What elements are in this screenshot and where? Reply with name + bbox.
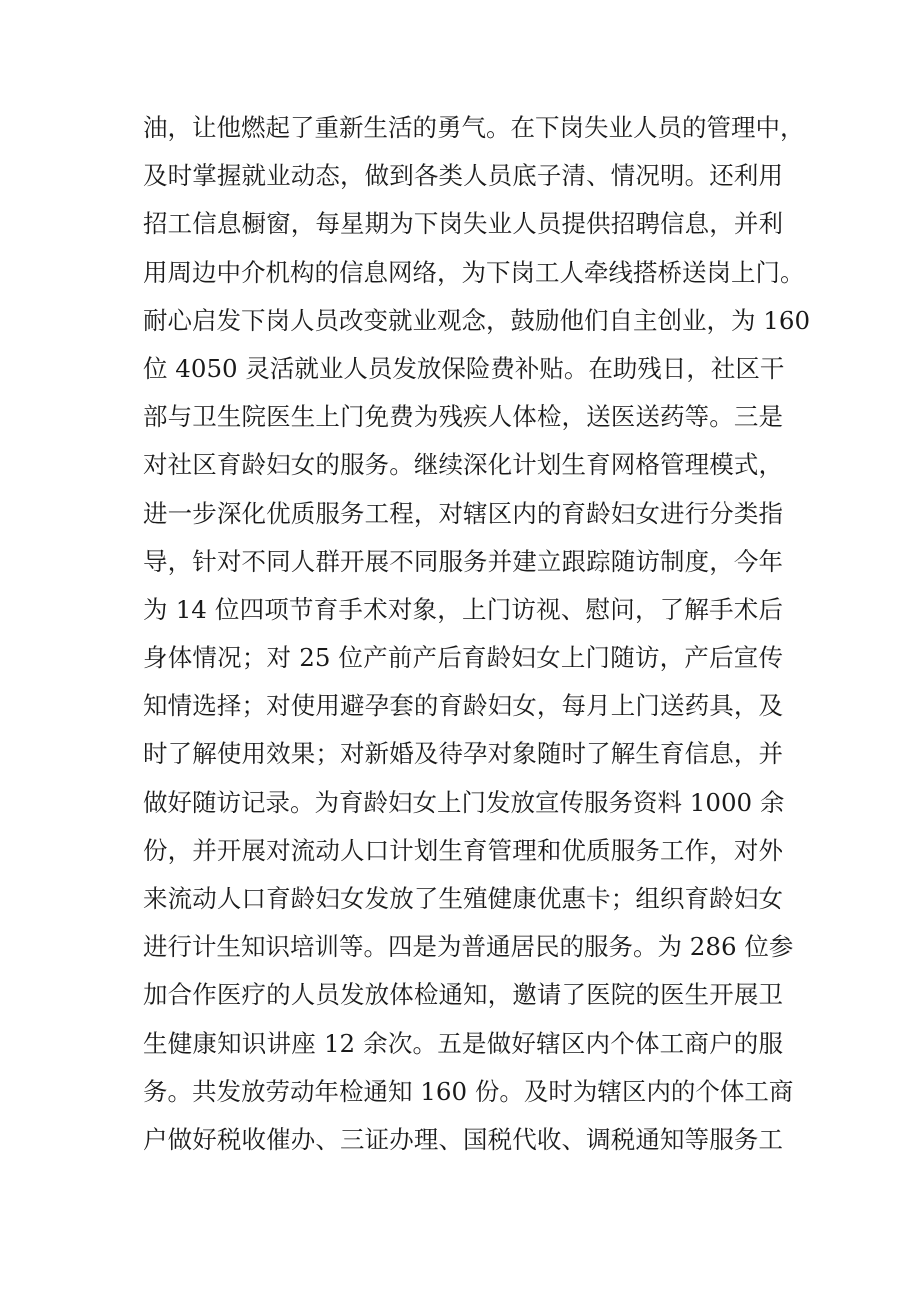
- text-line: 对社区育龄妇女的服务。继续深化计划生育网格管理模式，: [143, 450, 783, 480]
- text-line: 知情选择；对使用避孕套的育龄妇女，每月上门送药具，及: [143, 691, 783, 721]
- body-paragraph: [143, 104, 811, 1164]
- text-line: 加合作医疗的人员发放体检通知，邀请了医院的医生开展卫: [143, 980, 783, 1010]
- text-line: 导，针对不同人群开展不同服务并建立跟踪随访制度，今年: [143, 546, 783, 576]
- text-line: 身体情况；对 25 位产前产后育龄妇女上门随访，产后宣传: [143, 643, 783, 673]
- text-line: 来流动人口育龄妇女发放了生殖健康优惠卡；组织育龄妇女: [143, 884, 783, 913]
- text-line: 用周边中介机构的信息网络，为下岗工人牵线搭桥送岗上门。: [143, 257, 805, 287]
- text-line: 进行计生知识培训等。四是为普通居民的服务。为 286 位参: [143, 932, 794, 962]
- text-line: 部与卫生院医生上门免费为残疾人体检，送医送药等。三是: [143, 402, 783, 432]
- text-line: 户做好税收催办、三证办理、国税代收、调税通知等服务工: [143, 1124, 783, 1154]
- text-line: 进一步深化优质服务工程，对辖区内的育龄妇女进行分类指: [143, 498, 783, 528]
- text-line: 油，让他燃起了重新生活的勇气。在下岗失业人员的管理中，: [143, 113, 805, 142]
- text-line: 做好随访记录。为育龄妇女上门发放宣传服务资料 1000 余: [143, 787, 785, 817]
- text-line: 务。共发放劳动年检通知 160 份。及时为辖区内的个体工商: [143, 1076, 794, 1106]
- text-line: 及时掌握就业动态，做到各类人员底子清、情况明。还利用: [143, 161, 783, 191]
- text-line: 为 14 位四项节育手术对象，上门访视、慰问，了解手术后: [143, 594, 783, 624]
- text-line: 位 4050 灵活就业人员发放保险费补贴。在助残日，社区干: [143, 353, 785, 383]
- text-line: 招工信息橱窗，每星期为下岗失业人员提供招聘信息，并利: [143, 209, 783, 239]
- text-line: 耐心启发下岗人员改变就业观念，鼓励他们自主创业，为 160: [143, 305, 811, 335]
- text-line: 时了解使用效果；对新婚及待孕对象随时了解生育信息，并: [143, 739, 783, 769]
- text-line: 生健康知识讲座 12 余次。五是做好辖区内个体工商户的服: [143, 1028, 783, 1058]
- text-line: 份，并开展对流动人口计划生育管理和优质服务工作，对外: [143, 835, 783, 865]
